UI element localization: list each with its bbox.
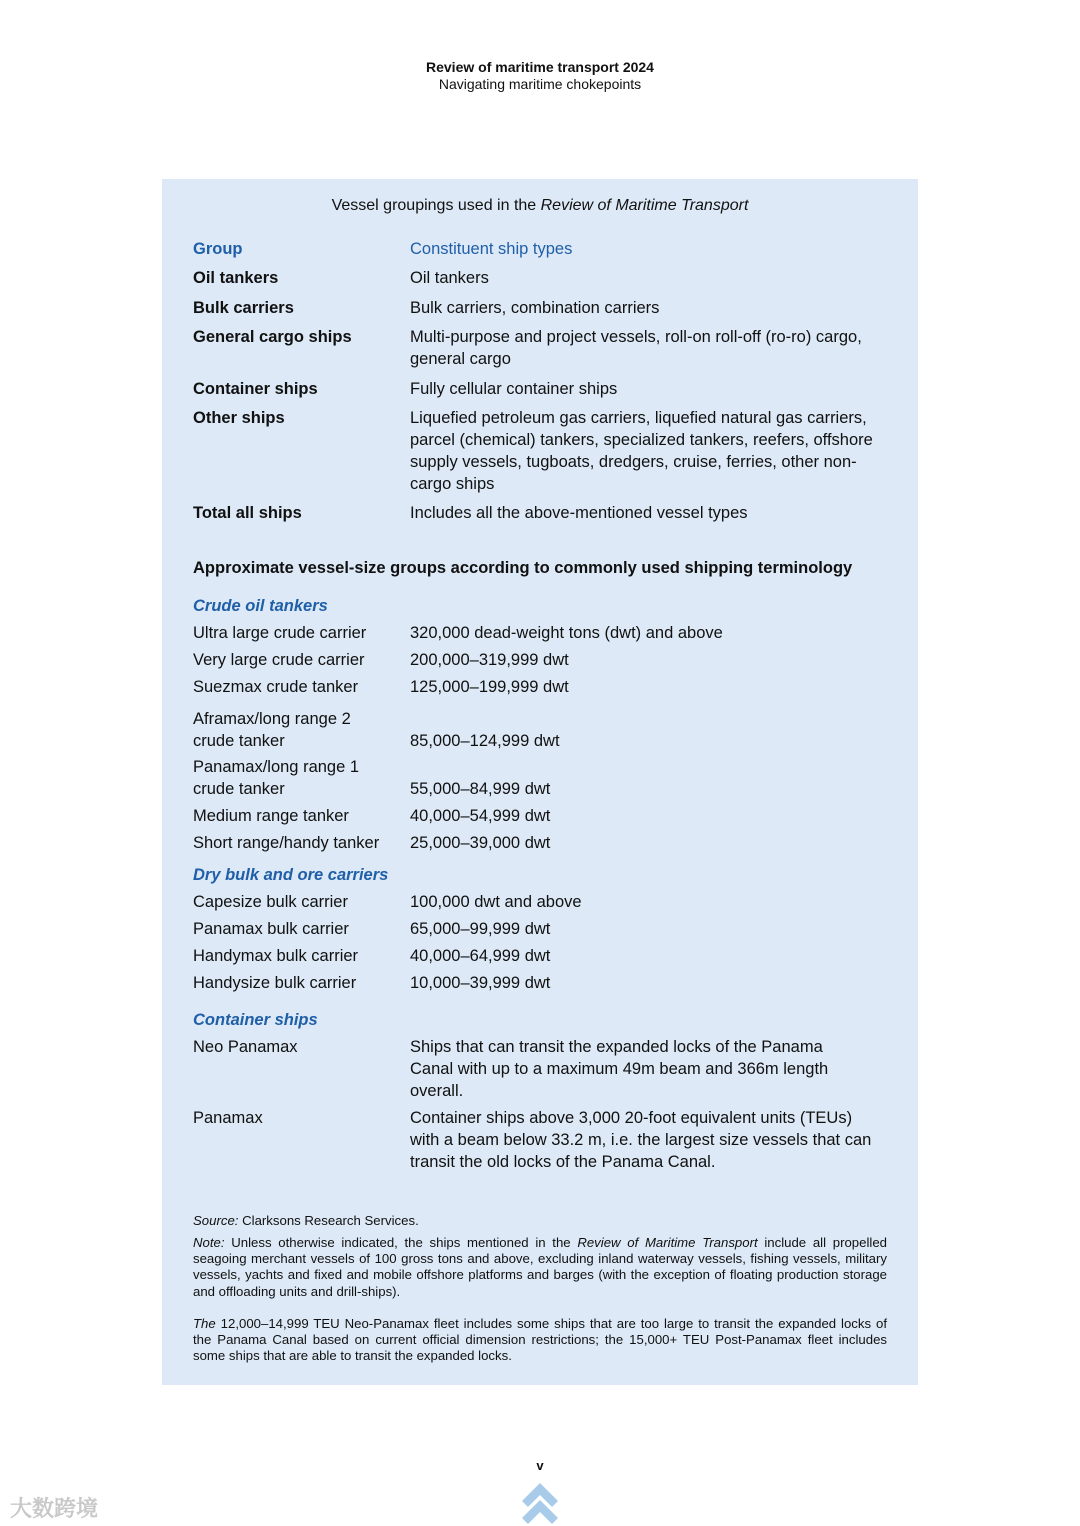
table-row: Total all ships Includes all the above-mentioned vessel types [193,504,748,522]
chevron-up-icon [521,1483,559,1526]
table-row: Medium range tanker 40,000–54,999 dwt [193,807,551,825]
table-row: Neo Panamax Ships that can transit the expanded locks of the Panama Canal with up to a maximum 49m beam and 366m length overall. [193,1038,829,1100]
box-title: Vessel groupings used in the Review of Maritime Transport [331,197,749,214]
general-note: Note: Unless otherwise indicated, the ships mentioned in the Review of Maritime Transport include all propelled seagoing merchant vessels of 100 gross tons and above, excluding inland waterway vessels, fishing vessels, military vessels, yachts and fixed and mobile offshore platforms and barges (with the exception of floating production storage and offloading units and drill-ships). [193,1235,887,1299]
teu-note: The 12,000–14,999 TEU Neo-Panamax fleet includes some ships that are too large to transit the expanded locks of the Panama Canal based on current official dimension restrictions; the 15,000+ TEU Post-Panamax fleet includes some ships that are able to transit the expanded locks. [193,1316,887,1364]
table-row: General cargo ships Multi-purpose and project vessels, roll-on roll-off (ro-ro) cargo, general cargo [193,328,862,368]
table-row: Other ships Liquefied petroleum gas carriers, liquefied natural gas carriers, parcel (chemical) tankers, specialized tankers, reefers, offshore supply vessels, tugboats, dredgers, cruise, ferries, other non-cargo ships [193,409,873,493]
page-header [0,58,1080,93]
container-section-title: Container ships [193,1011,318,1029]
table-row: Panamax Container ships above 3,000 20-foot equivalent units (TEUs) with a beam below 33.2 m, i.e. the largest size vessels that can transit the old locks of the Panama Canal. [193,1109,872,1171]
groups-header-row [193,238,893,267]
table-row: Very large crude carrier 200,000–319,999 dwt [193,651,569,669]
dry-bulk-table [193,864,893,999]
source-note: Source: Clarksons Research Services. [193,1213,419,1228]
dry-bulk-section-title: Dry bulk and ore carriers [193,866,389,884]
crude-tankers-table [193,595,893,859]
vessel-groupings-box [162,179,918,1385]
watermark-logo: 大数跨境 [10,1496,99,1521]
report-title: Review of maritime transport 2024 [426,59,654,75]
container-ships-table [193,1009,893,1173]
table-row: Container ships Fully cellular container ships [193,379,618,398]
crude-section-title: Crude oil tankers [193,597,328,615]
table-row: Panamax bulk carrier 65,000–99,999 dwt [193,920,551,938]
table-row: Bulk carriers Bulk carriers, combination carriers [193,298,660,317]
table-row: Panamax/long range 1 crude tanker 55,000–84,999 dwt [193,758,551,798]
size-groups-title: Approximate vessel-size groups according to commonly used shipping terminology [193,559,853,577]
table-row: Capesize bulk carrier 100,000 dwt and above [193,893,582,911]
table-row: Short range/handy tanker 25,000–39,000 dwt [193,834,551,852]
group-column-header: Group [193,240,243,258]
page-number: v [536,1458,544,1473]
types-column-header: Constituent ship types [410,240,573,258]
table-row: Aframax/long range 2 crude tanker 85,000–124,999 dwt [193,709,560,750]
table-row: Oil tankers Oil tankers [193,269,489,287]
groups-table [193,238,893,532]
table-row: Handysize bulk carrier 10,000–39,999 dwt [193,974,551,992]
report-subtitle: Navigating maritime chokepoints [438,76,642,92]
table-row: Handymax bulk carrier 40,000–64,999 dwt [193,947,551,965]
table-row: Ultra large crude carrier 320,000 dead-weight tons (dwt) and above [193,624,723,642]
table-row: Suezmax crude tanker 125,000–199,999 dwt [193,678,569,696]
